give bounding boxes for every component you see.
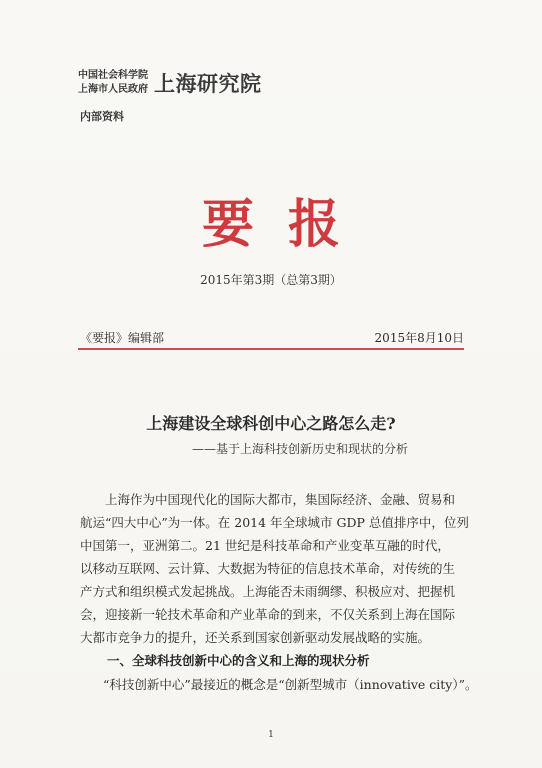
body-line: 产方式和组织模式发起挑战。上海能否未雨绸缪、积极应对、把握机 [80,584,456,599]
internal-material-label: 内部资料 [80,110,124,123]
institute-name: 上海研究院 [154,71,262,96]
red-divider-rule [78,348,464,350]
body-line: 上海作为中国现代化的国际大都市，集国际经济、金融、贸易和 [80,492,456,507]
org-line-shanghai-gov: 上海市人民政府 [78,84,148,95]
section-first-paragraph: “科技创新中心”最接近的概念是“创新型城市（innovative city）”。 [103,677,478,692]
body-line: 会，迎接新一轮技术革命和产业革命的到来，不仅关系到上海在国际 [80,607,456,622]
article-title: 上海建设全球科创中心之路怎么走? [146,414,396,433]
section-heading: 一、全球科技创新中心的含义和上海的现状分析 [107,653,370,668]
body-line: 航运“四大中心”为一体。在 2014 年全球城市 GDP 总值排序中，位列 [80,515,469,530]
bulletin-title: 要报 [201,194,374,255]
article-subtitle: ——基于上海科技创新历史和现状的分析 [191,442,409,456]
issue-number: 2015年第3期（总第3期） [200,273,342,287]
article-body [80,488,469,649]
org-line-cass: 中国社会科学院 [78,70,148,81]
bulletin-meta-row [80,329,464,346]
body-line: 中国第一，亚洲第二。21 世纪是科技革命和产业变革互融的时代， [80,538,450,553]
page-number: 1 [268,730,274,740]
publication-date: 2015年8月10日 [374,331,464,345]
editorial-department: 《要报》编辑部 [80,331,165,345]
masthead [78,68,262,98]
body-line: 大都市竞争力的提升，还关系到国家创新驱动发展战略的实施。 [80,630,431,645]
body-line: 以移动互联网、云计算、大数据为特征的信息技术革命，对传统的生 [80,561,456,576]
sponsor-organizations [78,69,148,97]
